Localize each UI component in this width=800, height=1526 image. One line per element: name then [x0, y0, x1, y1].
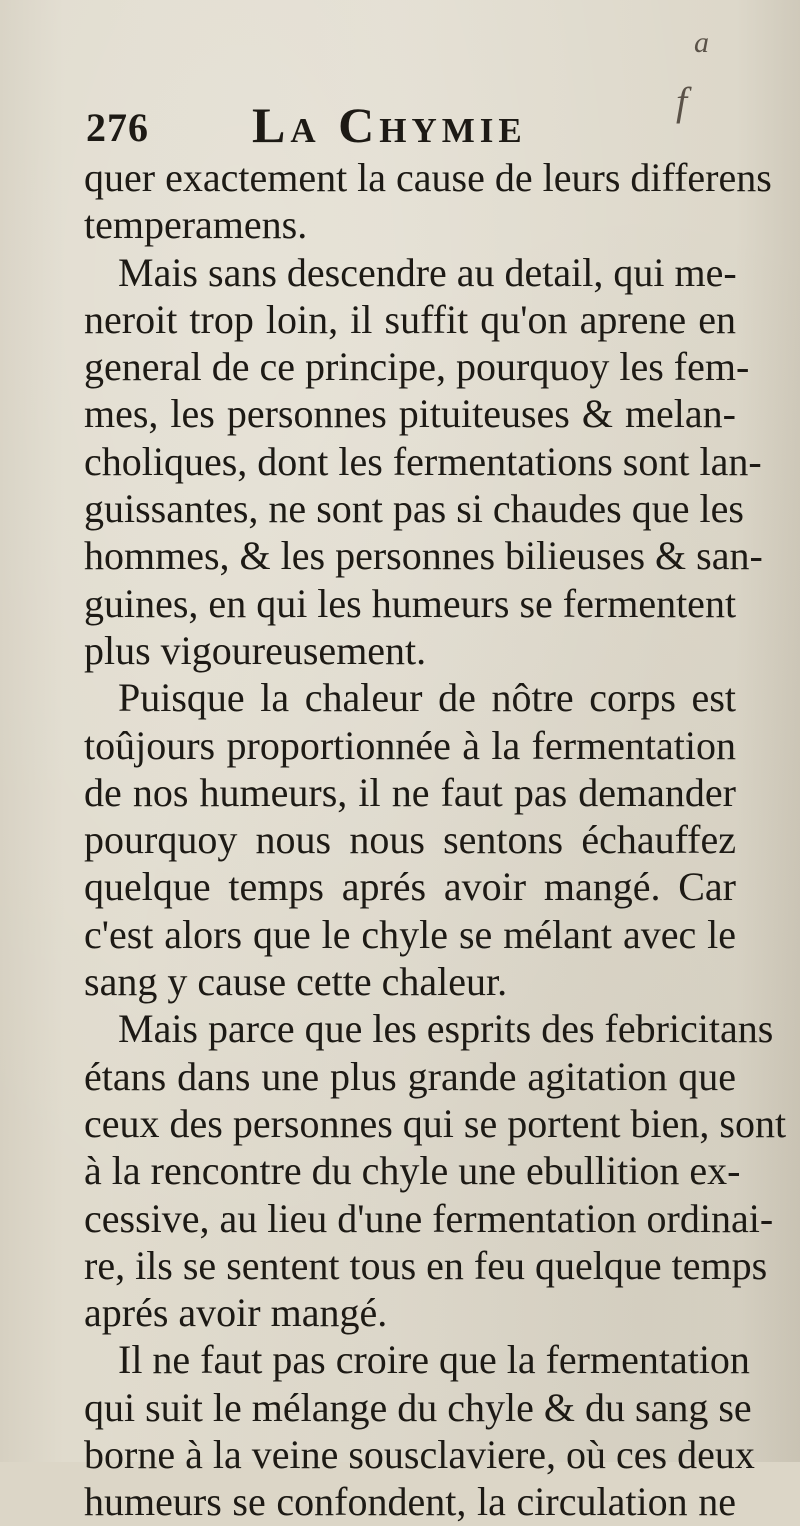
text-line: cessive, au lieu d'une fermentation ordinai-: [84, 1195, 774, 1241]
text-line: Il ne faut pas croire que la fermentation: [118, 1337, 750, 1383]
body-text: [84, 154, 787, 1526]
text-line: borne à la veine sousclaviere, où ces deux: [84, 1432, 755, 1478]
text-line: de nos humeurs, il ne faut pas demander: [84, 769, 736, 815]
text-line: choliques, dont les fermentations sont lan-: [84, 438, 762, 484]
text-line: qui suit le mélange du chyle & du sang se: [84, 1384, 752, 1430]
text-line: plus vigoureusement.: [84, 627, 427, 673]
text-line: guissantes, ne sont pas si chaudes que les: [84, 486, 744, 532]
text-line: mes, les personnes pituiteuses & melan-: [84, 391, 736, 437]
text-line: toûjours proportionnée à la fermentation: [84, 722, 736, 768]
running-title: La Chymie: [252, 97, 527, 153]
margin-mark: f: [676, 79, 688, 124]
text-line: guines, en qui les humeurs se fermentent: [84, 580, 737, 626]
text-line: temperamens.: [84, 202, 308, 248]
text-line: re, ils se sentent tous en feu quelque temps: [84, 1242, 768, 1288]
text-line: à la rencontre du chyle une ebullition ex-: [84, 1148, 741, 1194]
text-line: Mais sans descendre au detail, qui me-: [118, 249, 737, 295]
margin-mark: a: [694, 26, 709, 59]
text-line: Puisque la chaleur de nôtre corps est: [118, 675, 736, 721]
text-line: humeurs se confondent, la circulation ne: [84, 1479, 736, 1525]
text-line: ceux des personnes qui se portent bien, sont: [84, 1100, 787, 1146]
text-line: pourquoy nous nous sentons échauffez: [84, 817, 736, 863]
text-line: aprés avoir mangé.: [84, 1290, 388, 1336]
text-line: general de ce principe, pourquoy les fem-: [84, 344, 750, 390]
text-line: quer exactement la cause de leurs differens: [84, 155, 772, 200]
text-line: neroit trop loin, il suffit qu'on aprene en: [84, 296, 736, 342]
text-line: étans dans une plus grande agitation que: [84, 1053, 736, 1099]
text-line: hommes, & les personnes bilieuses & san-: [84, 533, 763, 579]
text-line: quelque temps aprés avoir mangé. Car: [84, 864, 736, 910]
page-number: 276: [86, 105, 149, 150]
text-line: sang y cause cette chaleur.: [84, 959, 508, 1005]
text-line: Mais parce que les esprits des febricitans: [118, 1006, 774, 1052]
page-header: [86, 96, 726, 156]
text-line: c'est alors que le chyle se mélant avec le: [84, 911, 736, 957]
